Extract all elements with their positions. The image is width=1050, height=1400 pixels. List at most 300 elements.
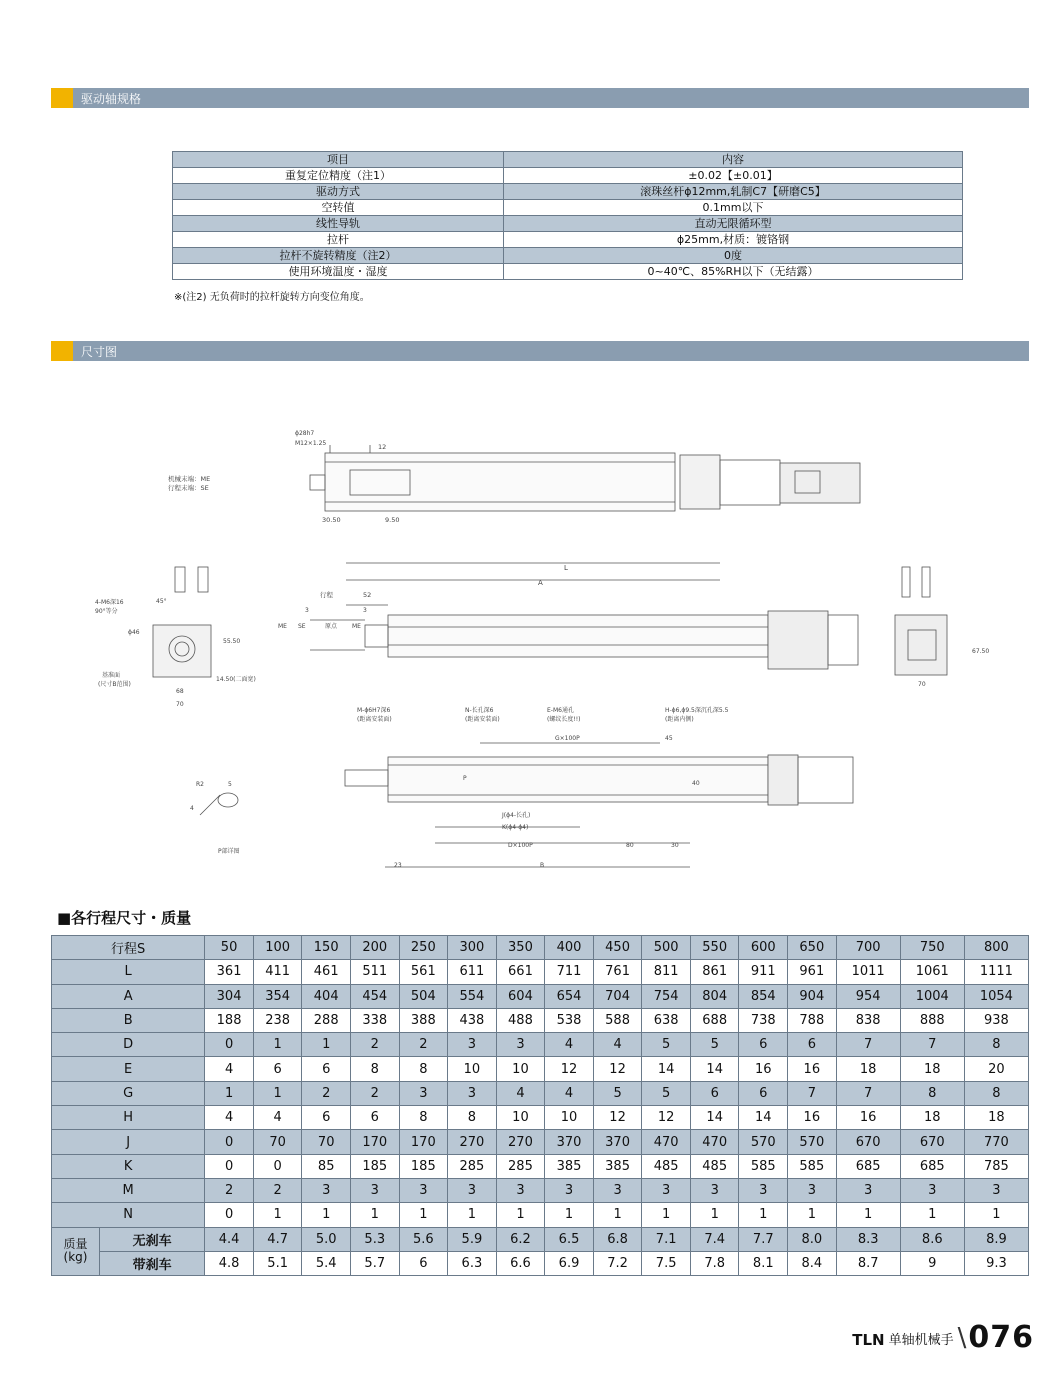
spec-cell: 拉杆不旋转精度（注2） [173,248,504,264]
dim-cell: 170 [350,1130,399,1154]
dim-table-title: ■各行程尺寸・质量 [57,909,192,927]
dim-cell: 1111 [964,960,1028,984]
dim-cell: 1 [836,1203,900,1227]
dim-cell: 1 [205,1081,254,1105]
dim-stroke-cell: 300 [448,936,497,960]
dim-cell: 4 [205,1106,254,1130]
spec-cell: 0度 [504,248,963,264]
dim-cell: 12 [545,1057,594,1081]
label-stroke-end: 行程末端：SE [168,484,209,492]
dim-cell: 1 [642,1203,691,1227]
label-m-hole: M-ϕ6H7深6 [357,707,391,714]
dim-cell: 388 [399,1008,448,1032]
dim-row [52,1106,1029,1130]
spec-cell: ϕ25mm,材质：镀铬钢 [504,232,963,248]
spec-row [173,216,963,232]
label-thread: M12×1.25 [295,440,327,447]
dim-row-label: K [52,1154,205,1178]
section-accent [51,341,73,361]
label-phi46: ϕ46 [128,629,140,636]
dim-row-label: N [52,1203,205,1227]
dim-cell: 5 [642,1033,691,1057]
label-n-hole: N-长孔深6 [465,707,494,714]
label-j: J(ϕ4-长孔) [502,812,531,819]
dim-cell: 1 [350,1203,399,1227]
dim-cell: 8 [448,1106,497,1130]
spec-cell: 滚珠丝杆ϕ12mm,轧制C7【研磨C5】 [504,184,963,200]
dim-cell: 170 [399,1130,448,1154]
dim-cell: 1 [690,1203,739,1227]
label-d4: 4 [190,805,194,812]
dim-cell: 804 [690,984,739,1008]
dim-cell: 85 [302,1154,351,1178]
dim-cell: 14 [690,1057,739,1081]
dim-cell: 570 [788,1130,837,1154]
dim-cell: 4 [253,1106,302,1130]
footer-slash: \ [957,1323,967,1353]
dim-cell: 10 [496,1057,545,1081]
dim-cell: 1 [448,1203,497,1227]
dim-mass-cell: 7.7 [739,1227,788,1251]
dim-mass-cell: 5.0 [302,1227,351,1251]
dim-cell: 0 [205,1154,254,1178]
dim-cell: 2 [302,1081,351,1105]
dim-cell: 0 [205,1130,254,1154]
spec-row [173,168,963,184]
dim-cell: 838 [836,1008,900,1032]
label-d30: 30.50 [322,516,341,524]
top-view [310,445,860,511]
dim-cell: 3 [593,1178,642,1202]
dim-row [52,1081,1029,1105]
dim-cell: 888 [900,1008,964,1032]
label-se: SE [298,623,306,630]
label-deg: 90°等分 [95,608,118,615]
dim-stroke-cell: 450 [593,936,642,960]
dim-cell: 3 [350,1178,399,1202]
dim-cell: 1 [253,1033,302,1057]
dim-row [52,1178,1029,1202]
label-l: L [564,564,568,572]
dim-cell: 611 [448,960,497,984]
dim-cell: 470 [642,1130,691,1154]
dim-stroke-cell: 650 [788,936,837,960]
label-base2: (尺寸B范围) [98,681,131,688]
dim-mass-cell: 5.9 [448,1227,497,1251]
dim-cell: 14 [642,1057,691,1081]
dim-row-label: A [52,984,205,1008]
spec-cell: 直动无限循环型 [504,216,963,232]
dim-stroke-cell: 200 [350,936,399,960]
dim-mass-cell: 5.1 [253,1251,302,1275]
dim-cell: 3 [836,1178,900,1202]
dim-row [52,984,1029,1008]
dim-mass-cell: 8.7 [836,1251,900,1275]
dim-cell: 3 [496,1178,545,1202]
dim-cell: 185 [399,1154,448,1178]
dim-cell: 188 [205,1008,254,1032]
dim-row-label: M [52,1178,205,1202]
dim-cell: 4 [496,1081,545,1105]
dim-cell: 18 [900,1057,964,1081]
dim-stroke-cell: 100 [253,936,302,960]
dim-cell: 3 [302,1178,351,1202]
dim-cell: 685 [836,1154,900,1178]
dimension-drawing [80,415,990,875]
dim-cell: 3 [788,1178,837,1202]
dim-cell: 485 [690,1154,739,1178]
dim-row-label: G [52,1081,205,1105]
mass-unit-text: (kg) [63,1250,88,1265]
dim-row [52,1130,1029,1154]
dim-cell: 12 [593,1106,642,1130]
dim-mass-cell: 9 [900,1251,964,1275]
dim-cell: 2 [205,1178,254,1202]
dim-mass-row [52,1251,1029,1275]
dim-cell: 14 [690,1106,739,1130]
label-d70: 70 [176,701,184,708]
dim-cell: 785 [964,1154,1028,1178]
dim-cell: 6 [690,1081,739,1105]
dim-mass-label [52,1227,100,1276]
dim-row [52,1154,1029,1178]
dim-cell: 4 [593,1033,642,1057]
dim-cell: 6 [788,1033,837,1057]
dim-cell: 1 [399,1203,448,1227]
dim-cell: 2 [350,1033,399,1057]
dim-cell: 711 [545,960,594,984]
dim-cell: 461 [302,960,351,984]
label-me: ME [278,623,287,630]
dim-cell: 185 [350,1154,399,1178]
dim-row [52,1057,1029,1081]
dim-mass-cell: 6 [399,1251,448,1275]
spec-cell: 使用环境温度・湿度 [173,264,504,280]
bottom-view [345,743,853,867]
dim-cell: 670 [900,1130,964,1154]
end-view-right [895,567,947,675]
spec-note: ※(注2) 无负荷时的拉杆旋转方向变位角度。 [174,292,370,303]
label-d40: 40 [692,780,700,787]
label-mech-end: 机械末端：ME [168,475,211,483]
dim-cell: 0 [205,1203,254,1227]
dim-cell: 688 [690,1008,739,1032]
dim-cell: 761 [593,960,642,984]
dim-mass-cell: 5.3 [350,1227,399,1251]
dim-stroke-row [52,936,1029,960]
label-me2: ME [352,623,361,630]
dim-cell: 70 [253,1130,302,1154]
dim-row-label: L [52,960,205,984]
label-r2: R2 [196,781,204,788]
spec-header-cell: 内容 [504,152,963,168]
dim-mass-cell: 8.9 [964,1227,1028,1251]
dim-cell: 604 [496,984,545,1008]
dim-cell: 10 [545,1106,594,1130]
spec-cell: 重复定位精度（注1） [173,168,504,184]
dim-cell: 704 [593,984,642,1008]
label-detail: P部详图 [218,848,240,855]
dim-mass-cell: 8.4 [788,1251,837,1275]
dim-cell: 3 [448,1033,497,1057]
dim-cell: 638 [642,1008,691,1032]
dim-cell: 511 [350,960,399,984]
dim-cell: 3 [964,1178,1028,1202]
dim-cell: 3 [448,1081,497,1105]
dim-mass-cell: 7.1 [642,1227,691,1251]
dim-cell: 16 [788,1106,837,1130]
dim-cell: 954 [836,984,900,1008]
dim-table [51,935,1029,1276]
dim-cell: 3 [690,1178,739,1202]
dim-cell: 285 [448,1154,497,1178]
dim-mass-cell: 5.6 [399,1227,448,1251]
dim-stroke-cell: 150 [302,936,351,960]
dim-stroke-cell: 600 [739,936,788,960]
dim-cell: 3 [545,1178,594,1202]
spec-header-row [173,152,963,168]
dim-mass-cell: 6.9 [545,1251,594,1275]
dim-mass-row [52,1227,1029,1251]
dim-mass-cell: 7.2 [593,1251,642,1275]
label-h-hole2: (距离内侧) [665,716,694,723]
label-p: P [463,775,467,782]
dim-cell: 504 [399,984,448,1008]
dim-row-label: B [52,1008,205,1032]
label-stroke: 行程 [320,591,333,599]
dim-cell: 10 [448,1057,497,1081]
label-d5: 5 [228,781,232,788]
dim-cell: 854 [739,984,788,1008]
dim-cell: 4 [545,1033,594,1057]
spec-cell: 拉杆 [173,232,504,248]
dim-row [52,1033,1029,1057]
page-footer [852,1320,1034,1355]
dim-cell: 304 [205,984,254,1008]
label-d3b: 3 [363,607,367,614]
dim-row [52,960,1029,984]
dim-cell: 811 [642,960,691,984]
label-e-hole: E-M6通孔 [547,707,574,714]
dim-cell: 1004 [900,984,964,1008]
dim-stroke-cell: 550 [690,936,739,960]
dim-mass-cell: 8.3 [836,1227,900,1251]
dim-cell: 3 [642,1178,691,1202]
dim-row-label: J [52,1130,205,1154]
dim-mass-cell: 4.7 [253,1227,302,1251]
dim-cell: 7 [788,1081,837,1105]
spec-cell: 0~40℃、85%RH以下（无结露） [504,264,963,280]
dim-cell: 938 [964,1008,1028,1032]
dim-stroke-cell: 400 [545,936,594,960]
dim-cell: 4 [205,1057,254,1081]
dim-cell: 238 [253,1008,302,1032]
dim-cell: 70 [302,1130,351,1154]
dim-cell: 904 [788,984,837,1008]
dim-cell: 470 [690,1130,739,1154]
dim-cell: 8 [900,1081,964,1105]
dim-cell: 7 [836,1033,900,1057]
dim-cell: 570 [739,1130,788,1154]
dim-cell: 6 [253,1057,302,1081]
dim-stroke-cell: 350 [496,936,545,960]
dim-cell: 6 [350,1106,399,1130]
dim-cell: 961 [788,960,837,984]
dim-cell: 370 [545,1130,594,1154]
dim-stroke-cell: 500 [642,936,691,960]
dim-cell: 12 [593,1057,642,1081]
spec-table [172,151,963,280]
label-d12: 12 [378,443,387,451]
dim-cell: 12 [642,1106,691,1130]
spec-cell: 驱动方式 [173,184,504,200]
dim-cell: 270 [448,1130,497,1154]
label-d52: 52 [363,591,372,599]
dim-cell: 18 [836,1057,900,1081]
spec-cell: ±0.02【±0.01】 [504,168,963,184]
dim-cell: 661 [496,960,545,984]
dim-cell: 561 [399,960,448,984]
dim-cell: 1 [302,1033,351,1057]
dim-cell: 588 [593,1008,642,1032]
section-title-spec: 驱动轴规格 [81,92,142,106]
dim-cell: 2 [253,1178,302,1202]
dim-cell: 404 [302,984,351,1008]
dim-mass-cell: 7.4 [690,1227,739,1251]
dim-cell: 1 [788,1203,837,1227]
dim-cell: 285 [496,1154,545,1178]
dim-cell: 361 [205,960,254,984]
dim-cell: 454 [350,984,399,1008]
spec-row [173,232,963,248]
dim-mass-cell: 6.3 [448,1251,497,1275]
dim-cell: 8 [350,1057,399,1081]
dim-cell: 3 [496,1033,545,1057]
label-d3a: 3 [305,607,309,614]
spec-row [173,248,963,264]
label-base: 基准面 [102,672,121,679]
dim-cell: 14 [739,1106,788,1130]
dim-stroke-cell: 250 [399,936,448,960]
label-gx: G×100P [555,735,580,742]
dim-cell: 6 [302,1106,351,1130]
p-detail [200,793,238,815]
mass-label-text: 质量 [63,1237,88,1252]
dim-cell: 3 [399,1081,448,1105]
end-view-left [153,567,211,677]
label-m4: 4-M6深16 [95,599,124,606]
dim-cell: 5 [642,1081,691,1105]
dim-cell: 288 [302,1008,351,1032]
dim-mass-cell: 5.4 [302,1251,351,1275]
dim-cell: 438 [448,1008,497,1032]
dim-mass-cell: 8.0 [788,1227,837,1251]
section-title-drawing: 尺寸图 [81,345,118,359]
dim-cell: 20 [964,1057,1028,1081]
dim-cell: 16 [836,1106,900,1130]
dim-cell: 270 [496,1130,545,1154]
dim-cell: 1 [593,1203,642,1227]
dim-cell: 8 [964,1081,1028,1105]
dim-cell: 788 [788,1008,837,1032]
spec-cell: 线性导轨 [173,216,504,232]
dim-stroke-label: 行程S [52,936,205,960]
side-view [310,563,858,669]
spec-cell: 空转值 [173,200,504,216]
dim-cell: 1 [545,1203,594,1227]
dim-mass-cell: 7.8 [690,1251,739,1275]
dim-cell: 1061 [900,960,964,984]
section-bar-spec [51,88,1029,108]
dim-cell: 754 [642,984,691,1008]
dim-mass-cell: 7.5 [642,1251,691,1275]
label-n-hole2: (距离安装面) [465,716,500,723]
dim-stroke-cell: 750 [900,936,964,960]
dim-cell: 5 [690,1033,739,1057]
dim-cell: 1 [900,1203,964,1227]
dim-cell: 485 [642,1154,691,1178]
label-d30b: 30 [671,842,679,849]
label-d6750: 67.50 [972,648,990,655]
dim-cell: 1 [302,1203,351,1227]
dim-cell: 911 [739,960,788,984]
dim-mass-cell: 4.8 [205,1251,254,1275]
dim-cell: 1054 [964,984,1028,1008]
dim-mass-cell: 6.5 [545,1227,594,1251]
dim-cell: 16 [788,1057,837,1081]
dim-cell: 1 [253,1081,302,1105]
label-m-hole2: (距离安装面) [357,716,392,723]
dim-cell: 16 [739,1057,788,1081]
dim-cell: 0 [253,1154,302,1178]
label-d45b: 45 [665,735,673,742]
label-phi: ϕ28h7 [295,430,315,437]
dim-mass-sublabel: 无刹车 [100,1227,205,1251]
dim-cell: 538 [545,1008,594,1032]
dim-stroke-cell: 50 [205,936,254,960]
dim-cell: 385 [593,1154,642,1178]
footer-brand: TLN [852,1331,885,1349]
dim-cell: 1 [964,1203,1028,1227]
label-k: K(ϕ4-ϕ4) [502,824,529,831]
dim-cell: 3 [739,1178,788,1202]
label-e-hole2: (螺纹长度!!) [547,716,581,723]
label-b: B [540,862,545,869]
dim-cell: 3 [900,1178,964,1202]
dim-cell: 685 [900,1154,964,1178]
dim-cell: 0 [205,1033,254,1057]
dim-cell: 8 [964,1033,1028,1057]
dim-cell: 5 [593,1081,642,1105]
dim-cell: 770 [964,1130,1028,1154]
dim-cell: 370 [593,1130,642,1154]
dim-cell: 4 [545,1081,594,1105]
dim-cell: 354 [253,984,302,1008]
spec-row [173,184,963,200]
dim-cell: 585 [788,1154,837,1178]
dim-cell: 18 [900,1106,964,1130]
dim-cell: 488 [496,1008,545,1032]
dim-stroke-cell: 700 [836,936,900,960]
dim-cell: 654 [545,984,594,1008]
dim-mass-cell: 5.7 [350,1251,399,1275]
label-origin: 原点 [325,623,338,630]
dim-cell: 7 [900,1033,964,1057]
label-d80: 80 [626,842,634,849]
spec-header-cell: 项目 [173,152,504,168]
dim-cell: 2 [350,1081,399,1105]
dim-cell: 738 [739,1008,788,1032]
